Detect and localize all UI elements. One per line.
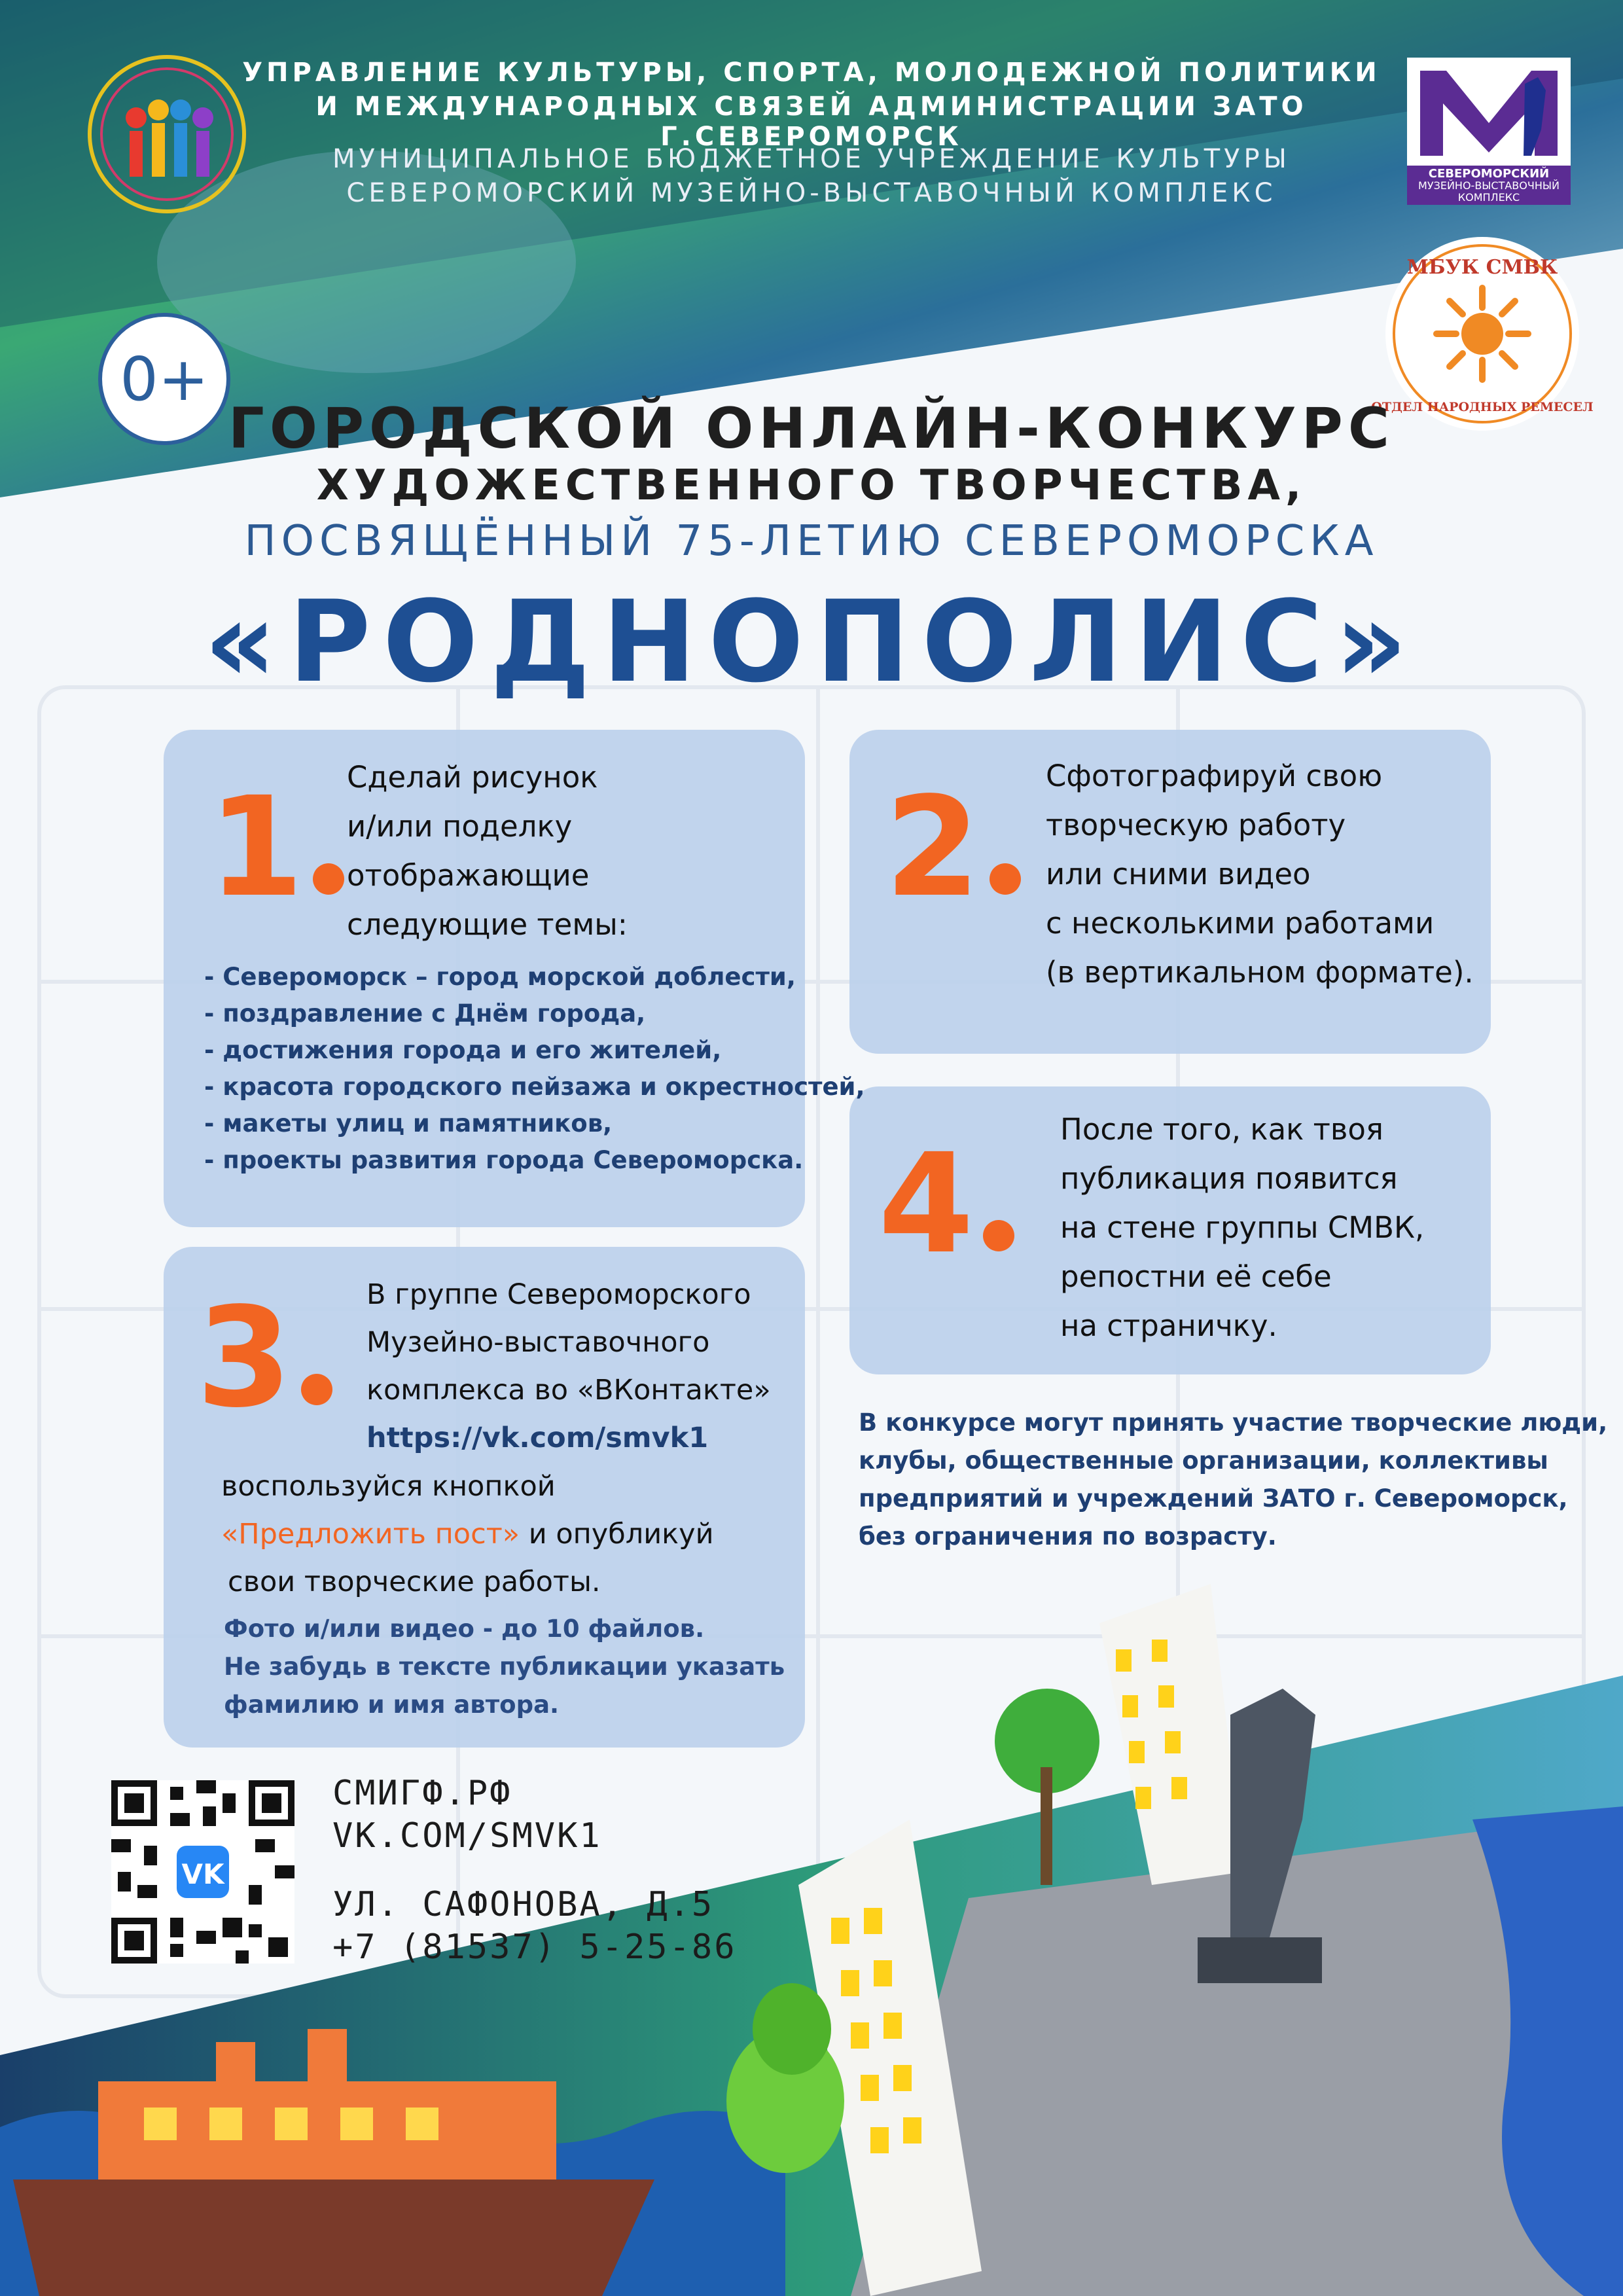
header-line-4: СЕВЕРОМОРСКИЙ МУЗЕЙНО-ВЫСТАВОЧНЫЙ КОМПЛЕКС bbox=[346, 178, 1277, 208]
step-3-line-2: Музейно-выставочного bbox=[366, 1326, 710, 1359]
step-4-line-2: публикация появится bbox=[1060, 1161, 1398, 1196]
step-1-number bbox=[208, 767, 344, 927]
header-line-2: И МЕЖДУНАРОДНЫХ СВЯЗЕЙ АДМИНИСТРАЦИИ ЗАТО Г.СЕВЕРОМОРСК bbox=[315, 92, 1308, 152]
topic-item: - проекты развития города Североморска. bbox=[204, 1146, 804, 1174]
participants-line-2: клубы, общественные организации, коллективы bbox=[859, 1446, 1548, 1475]
step-3-notes bbox=[224, 1610, 785, 1724]
age-rating-badge: 0+ bbox=[98, 313, 230, 445]
address: УЛ. САФОНОВА, Д.5 bbox=[332, 1885, 715, 1924]
step-2-dot bbox=[990, 863, 1021, 895]
step-3-line-6-rest: и опубликуй bbox=[520, 1518, 714, 1551]
step-2-line-3: или сними видео bbox=[1046, 857, 1311, 891]
step-3-note-1: Фото и/или видео - до 10 файлов. bbox=[224, 1615, 705, 1643]
step-4-digit: 4 bbox=[878, 1124, 974, 1284]
title-line-2: ХУДОЖЕСТВЕННОГО ТВОРЧЕСТВА, bbox=[316, 461, 1307, 510]
step-2-number bbox=[885, 767, 1021, 927]
step-3-line-7: свои творческие работы. bbox=[228, 1566, 601, 1598]
participants-line-4: без ограничения по возрасту. bbox=[859, 1522, 1277, 1551]
step-4-line-3: на стене группы СМВК, bbox=[1060, 1210, 1425, 1245]
step-1-line-1: Сделай рисунок bbox=[347, 760, 598, 795]
step-2-line-5: (в вертикальном формате). bbox=[1046, 955, 1474, 990]
museum-m-icon bbox=[1407, 58, 1571, 166]
step-4-number bbox=[878, 1124, 1014, 1284]
museum-logo bbox=[1407, 58, 1571, 205]
step-1-dot bbox=[313, 863, 344, 895]
step-3-note-2: Не забудь в тексте публикации указать bbox=[224, 1653, 785, 1681]
museum-logo-line1: СЕВЕРОМОРСКИЙ bbox=[1428, 167, 1550, 181]
culture-department-logo bbox=[85, 52, 249, 216]
step-1-digit: 1 bbox=[208, 767, 304, 927]
step-3-dot bbox=[301, 1374, 332, 1405]
step-2-text bbox=[1046, 751, 1474, 997]
title-line-1: ГОРОДСКОЙ ОНЛАЙН-КОНКУРС bbox=[228, 396, 1395, 461]
step-3-line-3: комплекса во «ВКонтакте» bbox=[366, 1374, 771, 1407]
participants-line-3: предприятий и учреждений ЗАТО г. Североморск, bbox=[859, 1484, 1568, 1513]
step-3-number bbox=[196, 1278, 332, 1438]
header-line-3: МУНИЦИПАЛЬНОЕ БЮДЖЕТНОЕ УЧРЕЖДЕНИЕ КУЛЬТУРЫ bbox=[332, 144, 1291, 174]
topic-item: - достижения города и его жителей, bbox=[204, 1036, 722, 1064]
step-2-line-1: Сфотографируй свою bbox=[1046, 759, 1383, 793]
topic-item: - красота городского пейзажа и окрестностей, bbox=[204, 1073, 865, 1101]
step-3-line-6 bbox=[221, 1511, 714, 1558]
step-4-dot bbox=[983, 1220, 1014, 1251]
step-3-line-1: В группе Североморского bbox=[366, 1278, 751, 1311]
title-line-3: ПОСВЯЩЁННЫЙ 75-ЛЕТИЮ СЕВЕРОМОРСКА bbox=[244, 517, 1379, 565]
topic-item: - макеты улиц и памятников, bbox=[204, 1109, 613, 1138]
vk-link[interactable]: VK.COM/SMVK1 bbox=[332, 1816, 602, 1856]
step-1-topics bbox=[204, 959, 865, 1179]
participants-info bbox=[859, 1404, 1607, 1556]
step-1-text bbox=[347, 753, 628, 949]
topic-item: - Североморск – город морской доблести, bbox=[204, 963, 796, 991]
museum-logo-line2: МУЗЕЙНО-ВЫСТАВОЧНЫЙ bbox=[1418, 179, 1560, 192]
header-line-1: УПРАВЛЕНИЕ КУЛЬТУРЫ, СПОРТА, МОЛОДЕЖНОЙ ПОЛИТИКИ bbox=[242, 58, 1381, 88]
participants-line-1: В конкурсе могут принять участие творческие люди, bbox=[859, 1408, 1608, 1437]
step-4-line-4: репостни её себе bbox=[1060, 1259, 1332, 1294]
step-3-text-top bbox=[366, 1271, 771, 1462]
step-2-digit: 2 bbox=[885, 767, 981, 927]
step-1-line-4: следующие темы: bbox=[347, 907, 628, 942]
qr-code[interactable] bbox=[111, 1780, 294, 1964]
contest-name: «РОДНОПОЛИС» bbox=[204, 576, 1419, 708]
step-2-line-4: с несколькими работами bbox=[1046, 906, 1435, 941]
website-link[interactable]: СМИГФ.РФ bbox=[332, 1774, 512, 1813]
step-3-line-5: воспользуйся кнопкой bbox=[221, 1470, 556, 1503]
topic-item: - поздравление с Днём города, bbox=[204, 999, 646, 1028]
step-3-digit: 3 bbox=[196, 1278, 293, 1438]
step-3-note-3: фамилию и имя автора. bbox=[224, 1691, 560, 1719]
step-4-text bbox=[1060, 1105, 1424, 1350]
phone[interactable]: +7 (81537) 5-25-86 bbox=[332, 1928, 737, 1967]
step-2-line-2: творческую работу bbox=[1046, 808, 1346, 842]
crafts-logo-bottom-text: ОТДЕЛ НАРОДНЫХ РЕМЕСЕЛ bbox=[1371, 400, 1594, 414]
step-3-text-bottom bbox=[221, 1463, 714, 1606]
svg-text:VK: VK bbox=[181, 1858, 224, 1890]
vk-group-link[interactable]: https://vk.com/smvk1 bbox=[366, 1422, 709, 1454]
step-1-line-2: и/или поделку bbox=[347, 809, 573, 844]
crafts-logo-top-text: МБУК СМВК bbox=[1406, 256, 1558, 279]
museum-logo-line3: КОМПЛЕКС bbox=[1457, 191, 1520, 204]
step-1-line-3: отображающие bbox=[347, 858, 590, 893]
suggest-post-button-label: «Предложить пост» bbox=[221, 1518, 520, 1551]
step-4-line-1: После того, как твоя bbox=[1060, 1112, 1383, 1147]
step-4-line-5: на страничку. bbox=[1060, 1308, 1277, 1343]
